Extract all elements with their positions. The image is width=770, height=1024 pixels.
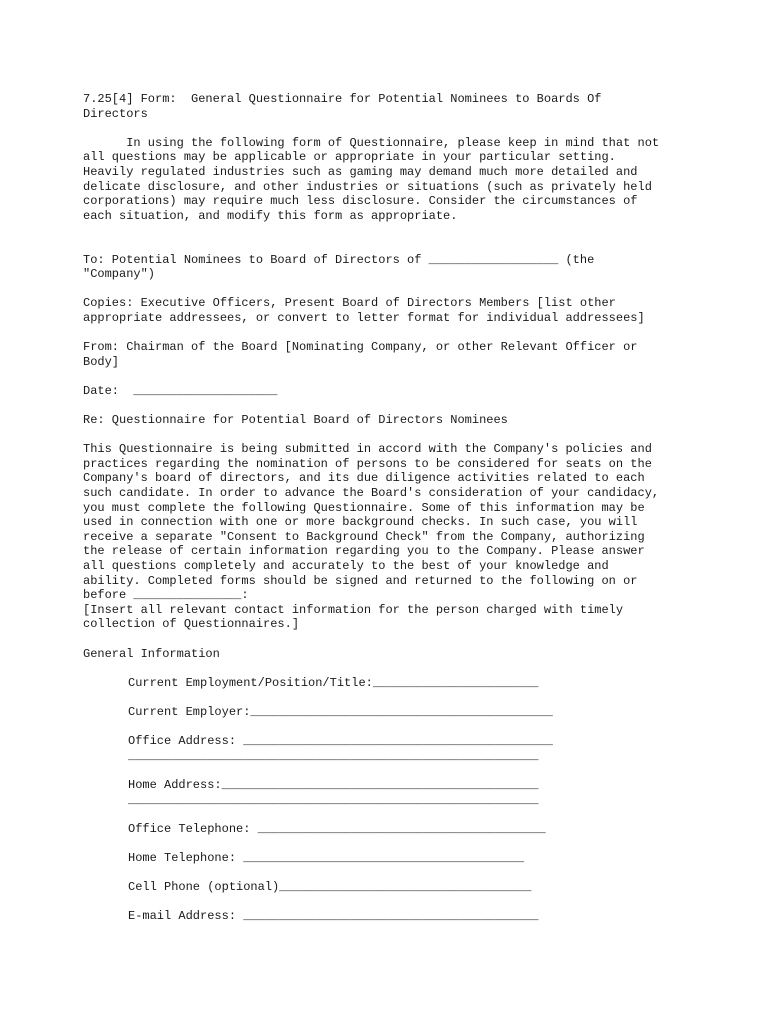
memo-re: Re: Questionnaire for Potential Board of Directors Nominees (83, 413, 508, 428)
office-telephone-field[interactable]: Office Telephone: ________________________________________ (128, 821, 546, 836)
body-line: you must complete the following Questionnaire. Some of this information may be (83, 500, 645, 515)
home-address-field-line-2[interactable]: _________________________________________________________ (128, 792, 539, 807)
deadline-field[interactable]: before _______________: (83, 588, 249, 603)
body-line: ability. Completed forms should be signed and returned to the following on or (83, 573, 638, 588)
body-line: used in connection with one or more background checks. In such case, you will (83, 515, 638, 530)
home-address-field[interactable]: Home Address:____________________________________________ (128, 777, 539, 792)
cell-phone-field[interactable]: Cell Phone (optional)___________________________________ (128, 880, 532, 895)
memo-from-line: From: Chairman of the Board [Nominating Company, or other Relevant Officer or (83, 340, 638, 355)
general-info-fields (83, 676, 723, 924)
office-address-field-line-2[interactable]: _________________________________________________________ (128, 748, 539, 763)
body-line: This Questionnaire is being submitted in accord with the Company's policies and (83, 442, 652, 457)
home-telephone-field[interactable]: Home Telephone: _______________________________________ (128, 850, 525, 865)
document-title-line-2: Directors (83, 106, 148, 121)
body-line: [Insert all relevant contact information for the person charged with timely (83, 602, 624, 617)
general-info-heading: General Information (83, 646, 220, 661)
intro-line: corporations) may require much less disclosure. Consider the circumstances of (83, 194, 638, 209)
intro-line: In using the following form of Questionnaire, please keep in mind that not (83, 135, 660, 150)
employer-field[interactable]: Current Employer:__________________________________________ (128, 704, 553, 719)
intro-line: delicate disclosure, and other industries or situations (such as privately held (83, 179, 652, 194)
employment-field[interactable]: Current Employment/Position/Title:_______________________ (128, 675, 539, 690)
document-page (83, 92, 723, 924)
body-line: receive a separate "Consent to Background Check" from the Company, authorizing (83, 529, 645, 544)
memo-to-line: To: Potential Nominees to Board of Directors of __________________ (the (83, 252, 595, 267)
body-line: collection of Questionnaires.] (83, 617, 300, 632)
body-line: practices regarding the nomination of persons to be considered for seats on the (83, 456, 652, 471)
body-line: Company's board of directors, and its due diligence activities related to each (83, 471, 645, 486)
memo-copies-line: appropriate addressees, or convert to letter format for individual addressees] (83, 310, 645, 325)
body-line: all questions completely and accurately to the best of your knowledge and (83, 559, 609, 573)
memo-to-line: "Company") (83, 267, 156, 282)
intro-line: Heavily regulated industries such as gaming may demand much more detailed and (83, 164, 638, 179)
office-address-field[interactable]: Office Address: ___________________________________________ (128, 734, 553, 749)
body-paragraph (83, 442, 723, 632)
memo-from (83, 340, 723, 369)
email-address-field[interactable]: E-mail Address: _________________________________________ (128, 909, 539, 924)
document-title-line-1: 7.25[4] Form: General Questionnaire for Potential Nominees to Boards Of (83, 92, 602, 106)
body-line: the release of certain information regarding you to the Company. Please answer (83, 544, 645, 559)
body-line: such candidate. In order to advance the Board's consideration of your candidacy, (83, 486, 660, 501)
memo-copies (83, 296, 723, 325)
memo-copies-line: Copies: Executive Officers, Present Board of Directors Members [list other (83, 296, 616, 311)
intro-line: each situation, and modify this form as appropriate. (83, 208, 458, 223)
memo-date[interactable]: Date: ____________________ (83, 383, 278, 398)
memo-to (83, 253, 723, 282)
intro-line: all questions may be applicable or appropriate in your particular setting. (83, 150, 616, 165)
memo-from-line: Body] (83, 354, 120, 369)
intro-paragraph (83, 136, 723, 224)
